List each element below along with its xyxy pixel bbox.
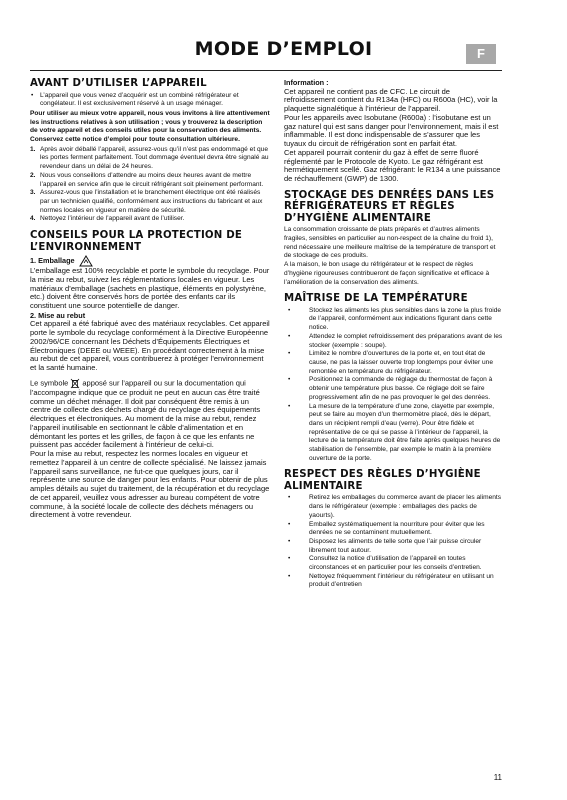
list-item: • Positionnez la commande de réglage du thermostat de façon à obtenir une température plus basse. Ce réglage doit se faire progressivement afin de ne pas provoquer le gel des denrées. [288,376,493,401]
list-item: 4. Nettoyez l’intérieur de l’appareil avant de l’utiliser. [30,215,185,223]
list-item: • Retirez les emballages du commerce avant de placer les aliments dans le réfrigérateur (exemple : emballages des packs de yaourts). [288,494,502,519]
language-badge: F [466,44,496,64]
stockage-paragraph-1: La consommation croissante de plats préparés et d’autres aliments fragiles, sensibles en particulier au non-respect de la chaîne du froid 1), rend nécessaire une meilleure maîtrise de la température de transport et de stockage de ces produits. [284,226,496,260]
left-column [30,78,271,520]
bullet-icon: • [288,332,291,340]
bullet-icon: • [288,402,291,410]
bullet-icon: • [288,537,291,545]
list-item: • Consultez la notice d’utilisation de l’appareil en toutes circonstances et en particulier pour les conseils d’entretien. [288,555,482,572]
hygiene-list [284,494,503,590]
list-item: 2. Nous vous conseillons d’attendre au moins deux heures avant de mettre l’appareil en service afin que le circuit réfrigérant soit pleinement performant. [30,171,264,188]
list-item: • Disposez les aliments de telle sorte que l’air puisse circuler librement tout autour. [288,537,482,554]
subsection-mise-au-rebut: 2. Mise au rebut [30,310,86,320]
rebut-paragraph: Cet appareil a été fabriqué avec des matériaux recyclables. Cet appareil porte le symbole du recyclage conformément à la Directive Européenne 2002/96/CE concernant les Déchets d’Équipements Électriques et Électroniques (DEEE ou WEEE). En procédant correctement à la mise au rebut de cet appareil, vous contribuerez à protéger l’environnement et la santé humaine. [30,319,270,373]
info-paragraph-1: Cet appareil ne contient pas de CFC. Le circuit de refroidissement contient du R134a (HFC) ou R600a (HC), voir la plaquette signalétique à l’intérieur de l’appareil. [284,86,498,114]
list-item: • Nettoyez fréquemment l’intérieur du réfrigérateur en utilisant un produit d’entretien [288,572,494,589]
intro-bold-paragraph: Pour utiliser au mieux votre appareil, nous vous invitons à lire attentivement les instructions relatives à son utilisation ; vous y trouverez la description de votre appareil et des conseils utiles pour la conservation des aliments. Conservez cette notice d’emploi pour toute consultation ultérieure. [30,109,270,144]
temperature-list [284,307,503,464]
list-item: • Attendez le complet refroidissement des préparations avant de les stocker (exemple : soupe). [288,332,503,349]
bullet-icon: • [288,494,291,502]
section-title-temperature: MAÎTRISE DE LA TEMPÉRATURE [284,293,468,305]
stockage-paragraph-2: A la maison, le bon usage du réfrigérateur et le respect de règles d’hygiène rigoureuses contribueront de façon significative et efficace à l’amélioration de la conservation des aliments. [284,261,490,286]
list-item: • Stockez les aliments les plus sensibles dans la zone la plus froide de l’appareil, conformément aux indications figurant dans cette notice. [288,306,502,332]
list-item: • La mesure de la température d’une zone, clayette par exemple, peut se faire au moyen d’un thermomètre placé, dès le départ, dans un récipient rempli d’eau (verre). Pour être fidèle et représentative de ce qui se passe à l’intérieur de l’appareil, la lecture de la température doit être faite après quelques heures de stabilisation de l’ensemble, par exemple le matin à la première ouverture de la porte. [288,402,501,462]
weee-paragraph: Le symbole apposé sur l’appareil ou sur la documentation qui l’accompagne indique que ce produit ne peut en aucun cas être traité comme un déchet ménager. Il doit par conséquent être remis à un centre de collecte des déchets chargé du recyclage des équipements électriques et électroniques. Au moment de la mise au rebut, rendez l’appareil inutilisable en sectionnant le câble d’alimentation et en démontant les portes et les grilles, de façon à ce que les enfants ne puissent pas accéder facilement à l’intérieur de celui-ci. [30,378,261,450]
disposal-paragraph: Pour la mise au rebut, respectez les normes locales en vigueur et remettez l’appareil à un centre de collecte spécialisé. Ne laissez jamais l’appareil sans surveillance, ne fut-ce que quelques jours, car il représente une source de danger pour les enfants. Pour obtenir de plus amples détails au sujet du traitement, de la récupération et du recyclage de cet appareil, veuillez vous adresser au bureau compétent de votre commune, à la société locale de collecte des déchets ménagers ou directement à votre revendeur. [30,449,270,520]
bullet-icon: • [288,555,291,563]
bullet-icon: • [31,91,34,99]
bullet-icon: • [288,376,291,384]
numbered-steps [30,146,271,224]
section-title-avant: AVANT D’UTILISER L’APPAREIL [30,78,207,89]
section-title-hygiene: RESPECT DES RÈGLES D’HYGIÈNE ALIMENTAIRE [284,469,481,492]
page-title: MODE D’EMPLOI [194,38,373,60]
bullet-icon: • [288,306,291,314]
page-number: 11 [493,773,502,782]
subsection-emballage: 1. Emballage [30,255,271,267]
bullet-icon: • [288,350,291,358]
list-item: 3. Assurez-vous que l’installation et le branchement électrique ont été réalisés par un technicien qualifié, conformément aux instructions du fabricant et aux normes locales en vigueur en matière de sécurité. [30,189,263,214]
emballage-paragraph: L’emballage est 100% recyclable et porte le symbole du recyclage. Pour la mise au rebut, suivez les réglementations locales en vigueur. Les matériaux d’emballage (sachets en plastique, éléments en polystyrène, etc.) doivent être conservés hors de portée des enfants car ils constituent une source potentielle de danger. [30,266,270,311]
info-paragraph-3: Cet appareil pourrait contenir du gaz à effet de serre fluoré réglementé par le Protocole de Kyoto. Le gaz réfrigérant est hermétiquement scellé. Gaz réfrigérant: le R134 a une puissance de réchauffement (GWP) de 1300. [284,147,501,184]
list-item: • L’appareil que vous venez d’acquérir est un combiné réfrigérateur et congélateur. Il est exclusivement réservé à un usage ménager. [31,91,239,108]
header-rule [30,70,502,71]
intro-bullet-list [30,92,271,109]
right-column [284,78,503,590]
list-item: • Limitez le nombre d’ouvertures de la porte et, en tout état de cause, ne pas la laisser ouverte trop longtemps pour éviter une remontée en température du réfrigérateur. [288,350,493,375]
information-label: Information : [284,78,329,87]
section-title-environnement: CONSEILS POUR LA PROTECTION DE L’ENVIRONNEMENT [30,230,243,253]
bullet-icon: • [288,572,291,580]
bullet-icon: • [288,520,291,528]
list-item: • Emballez systématiquement la nourriture pour éviter que les denrées ne se contaminent mutuellement. [288,520,485,537]
info-paragraph-2: Pour les appareils avec Isobutane (R600a) : l’isobutane est un gaz naturel qui est sans danger pour l’environnement, mais il est inflammable. Il est donc indispensable de s’assurer que les tuyaux du circuit de réfrigération sont en parfait état. [284,112,499,149]
list-item: 1. Après avoir déballé l’appareil, assurez-vous qu’il n’est pas endommagé et que les portes ferment parfaitement. Tout dommage éventuel devra être signalé au revendeur dans un délai de 24 heures. [30,145,269,171]
section-title-stockage: STOCKAGE DES DENRÉES DANS LES RÉFRIGÉRATEURS ET RÈGLES D’HYGIÈNE ALIMENTAIRE [284,189,495,224]
